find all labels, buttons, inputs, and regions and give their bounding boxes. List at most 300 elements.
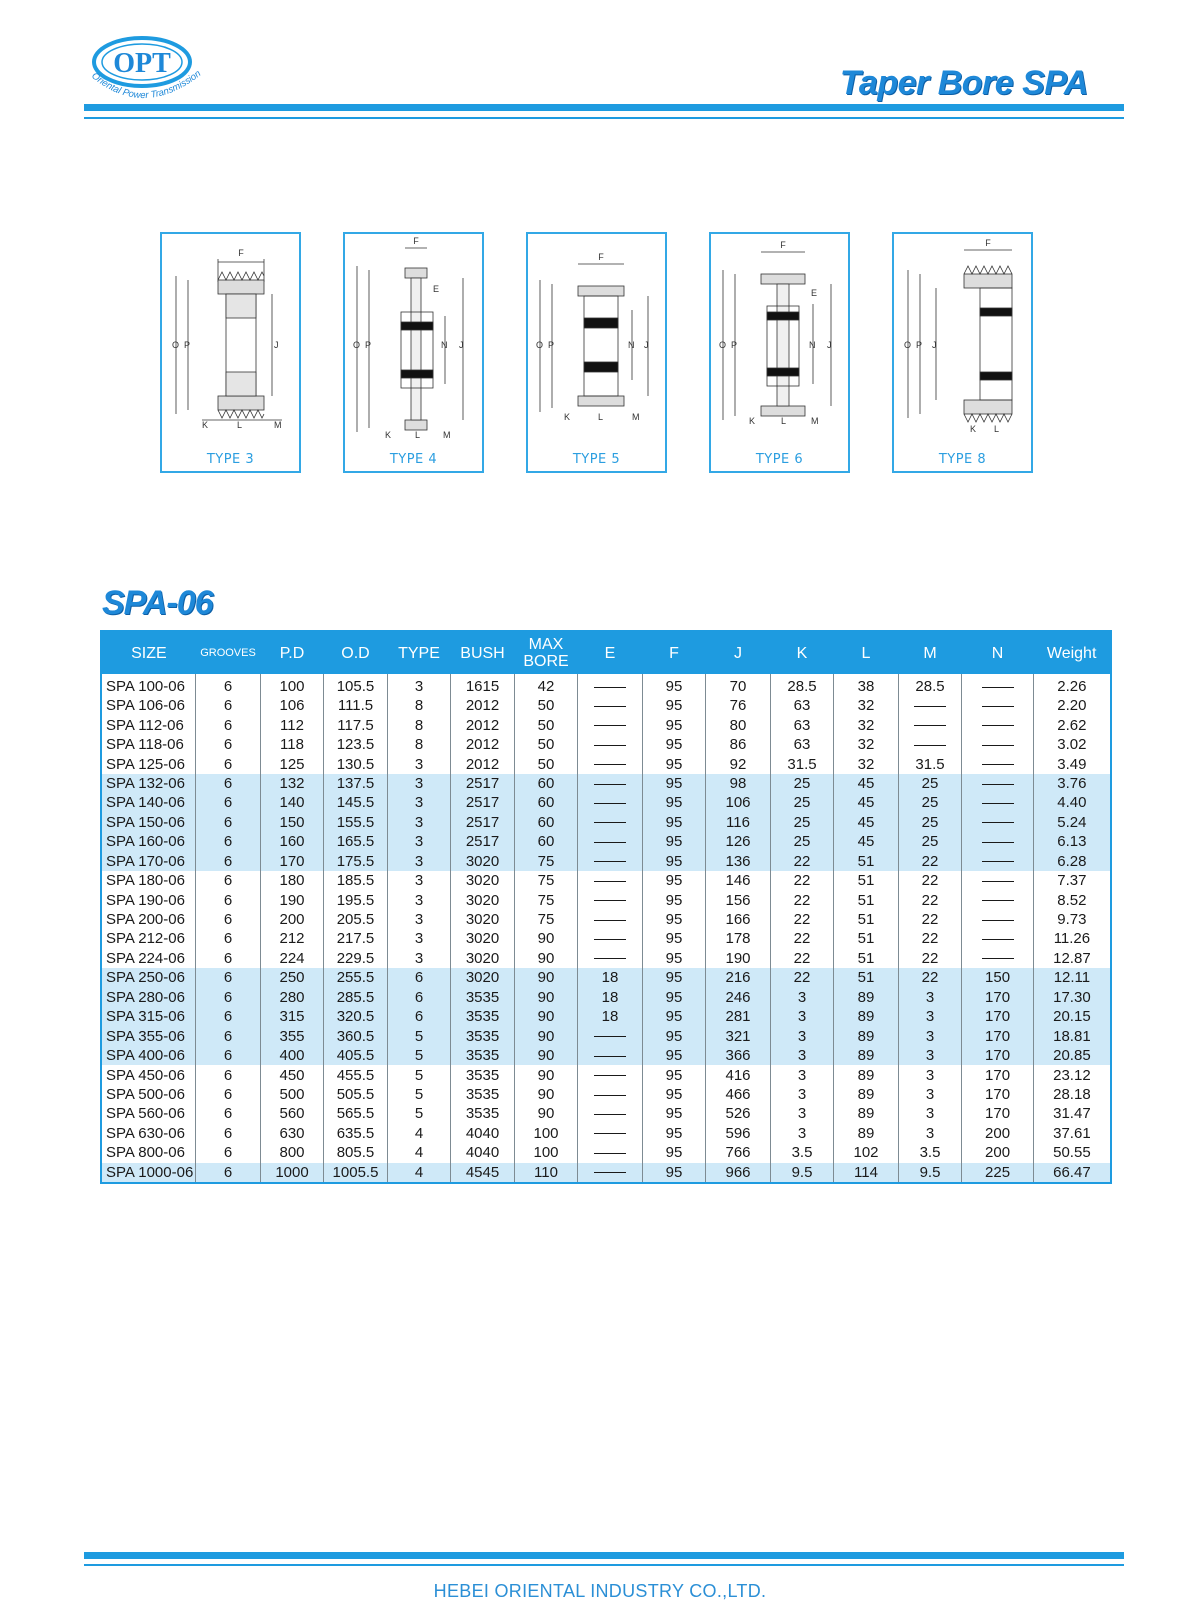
table-cell: 5 <box>387 1104 451 1123</box>
table-cell: 22 <box>770 910 834 929</box>
table-cell: SPA 1000-06 <box>101 1163 196 1183</box>
table-cell: 565.5 <box>324 1104 388 1123</box>
table-cell: 6 <box>196 968 261 987</box>
table-cell: 22 <box>898 929 962 948</box>
table-cell: 145.5 <box>324 793 388 812</box>
dash-mark <box>594 958 626 959</box>
table-cell: 5 <box>387 1026 451 1045</box>
table-cell <box>962 793 1034 812</box>
table-cell: 20.15 <box>1033 1007 1111 1026</box>
table-cell: 95 <box>642 968 706 987</box>
table-cell: SPA 250-06 <box>101 968 196 987</box>
table-row <box>101 1163 1111 1183</box>
table-cell: 6 <box>196 1007 261 1026</box>
table-cell: 9.5 <box>898 1163 962 1183</box>
table-cell: 3.76 <box>1033 774 1111 793</box>
table-cell: SPA 450-06 <box>106 1066 185 1084</box>
table-cell: 450 <box>260 1065 324 1084</box>
table-cell: 3535 <box>451 1046 515 1065</box>
diagram-label: TYPE 8 <box>938 452 987 467</box>
table-cell: 6 <box>196 1124 261 1143</box>
table-cell: 800 <box>260 1143 324 1162</box>
table-cell: 90 <box>514 929 578 948</box>
table-cell <box>578 735 643 754</box>
table-cell: 102 <box>834 1143 899 1162</box>
table-cell: 95 <box>642 1046 706 1065</box>
table-cell: 25 <box>770 832 834 851</box>
table-cell: 63 <box>770 735 834 754</box>
table-cell: 4545 <box>451 1163 515 1183</box>
table-cell: 170 <box>962 1026 1034 1045</box>
table-cell: 89 <box>834 988 899 1007</box>
table-cell: SPA 280-06 <box>101 988 196 1007</box>
dash-mark <box>914 745 946 746</box>
table-cell: 51 <box>834 968 899 987</box>
table-cell: 178 <box>706 929 771 948</box>
table-cell: 224 <box>260 949 324 968</box>
table-cell: 3 <box>898 1124 962 1143</box>
table-cell: 50 <box>514 715 578 734</box>
table-row <box>101 852 1111 871</box>
table-cell: 3535 <box>451 1026 515 1045</box>
table-cell: 200 <box>962 1143 1034 1162</box>
table-cell: 51 <box>834 910 899 929</box>
table-cell: 6 <box>196 1163 261 1183</box>
table-cell: 229.5 <box>324 949 388 968</box>
table-cell: 116 <box>706 813 771 832</box>
table-cell <box>898 735 962 754</box>
svg-text:J: J <box>459 340 464 350</box>
table-cell: 9.73 <box>1033 910 1111 929</box>
table-cell: 6 <box>196 1085 261 1104</box>
svg-text:P: P <box>548 340 555 350</box>
table-cell: 31.5 <box>898 754 962 773</box>
table-cell: 4040 <box>451 1124 515 1143</box>
table-cell: 150 <box>260 813 324 832</box>
table-cell: 5 <box>387 1046 451 1065</box>
table-cell <box>578 793 643 812</box>
table-cell: 170 <box>962 1046 1034 1065</box>
table-cell: 106 <box>260 696 324 715</box>
dash-mark <box>914 706 946 707</box>
svg-text:E: E <box>433 284 440 294</box>
table-cell: 165.5 <box>324 832 388 851</box>
table-cell: 170 <box>962 988 1034 1007</box>
table-cell: 28.5 <box>770 674 834 696</box>
table-cell: SPA 224-06 <box>106 949 185 967</box>
table-cell: 31.5 <box>770 754 834 773</box>
svg-text:M: M <box>274 420 282 430</box>
table-cell: 1000 <box>260 1163 324 1183</box>
table-cell: 9.5 <box>770 1163 834 1183</box>
diagram-type-8 <box>892 232 1033 473</box>
table-cell: 3 <box>387 674 451 696</box>
table-cell <box>578 1085 643 1104</box>
pulley-type-8-drawing <box>894 234 1031 471</box>
table-cell: 31.47 <box>1033 1104 1111 1123</box>
table-cell: 6 <box>196 929 261 948</box>
table-cell <box>578 715 643 734</box>
table-cell: 95 <box>642 813 706 832</box>
table-cell: 320.5 <box>324 1007 388 1026</box>
table-cell: 360.5 <box>324 1026 388 1045</box>
table-cell: 400 <box>260 1046 324 1065</box>
table-cell: 23.12 <box>1033 1065 1111 1084</box>
table-cell: 3 <box>387 813 451 832</box>
table-cell <box>962 754 1034 773</box>
table-cell: 8 <box>387 696 451 715</box>
table-cell: 6 <box>387 968 451 987</box>
table-cell: 25 <box>898 832 962 851</box>
table-row <box>101 1007 1111 1026</box>
dash-mark <box>982 745 1014 746</box>
table-row <box>101 1046 1111 1065</box>
column-header-j: J <box>706 631 771 674</box>
table-cell: 18.81 <box>1033 1026 1111 1045</box>
table-cell <box>962 949 1034 968</box>
table-cell: 95 <box>642 890 706 909</box>
dash-mark <box>982 881 1014 882</box>
svg-text:F: F <box>413 236 419 246</box>
table-cell: 3 <box>770 1085 834 1104</box>
table-cell: 86 <box>706 735 771 754</box>
column-header-size: SIZE <box>101 631 196 674</box>
table-cell: 3 <box>770 1007 834 1026</box>
diagram-label: TYPE 6 <box>755 452 804 467</box>
table-cell <box>578 674 643 696</box>
table-cell: 32 <box>834 696 899 715</box>
table-cell <box>962 910 1034 929</box>
table-cell <box>962 871 1034 890</box>
table-cell: 5 <box>387 1085 451 1104</box>
table-cell: SPA 106-06 <box>106 697 185 715</box>
table-cell: 4 <box>387 1124 451 1143</box>
table-cell: 50 <box>514 735 578 754</box>
table-cell: 92 <box>706 754 771 773</box>
table-cell <box>578 1046 643 1065</box>
table-cell: 170 <box>962 1085 1034 1104</box>
table-cell: 6 <box>196 1143 261 1162</box>
table-cell: 315 <box>260 1007 324 1026</box>
table-cell: 22 <box>770 890 834 909</box>
table-cell: 2012 <box>451 715 515 734</box>
svg-text:J: J <box>827 340 832 350</box>
table-cell: SPA 200-06 <box>106 911 185 929</box>
table-row <box>101 754 1111 773</box>
dash-mark <box>594 1172 626 1173</box>
table-cell: 195.5 <box>324 890 388 909</box>
table-cell: 170 <box>962 1007 1034 1026</box>
table-cell <box>578 910 643 929</box>
table-cell: 50 <box>514 696 578 715</box>
table-cell <box>898 696 962 715</box>
table-cell: 60 <box>514 774 578 793</box>
table-cell: 37.61 <box>1033 1124 1111 1143</box>
svg-text:L: L <box>598 412 604 422</box>
table-cell: 1615 <box>451 674 515 696</box>
table-cell: 6 <box>196 754 261 773</box>
table-cell: 20.85 <box>1033 1046 1111 1065</box>
table-cell: 22 <box>898 890 962 909</box>
dash-mark <box>594 1114 626 1115</box>
table-cell <box>962 832 1034 851</box>
dash-mark <box>982 939 1014 940</box>
diagram-label: TYPE 5 <box>572 452 621 467</box>
table-cell: 18 <box>578 988 643 1007</box>
table-cell: 205.5 <box>324 910 388 929</box>
table-cell: 51 <box>834 929 899 948</box>
table-cell: 90 <box>514 1026 578 1045</box>
table-cell: SPA 180-06 <box>106 872 185 890</box>
svg-text:N: N <box>628 340 635 350</box>
table-cell: 2517 <box>451 832 515 851</box>
table-cell: 3.49 <box>1033 754 1111 773</box>
table-cell: 3 <box>387 890 451 909</box>
table-cell: 560 <box>260 1104 324 1123</box>
table-cell <box>962 715 1034 734</box>
table-cell: SPA 140-06 <box>101 793 196 812</box>
table-cell: SPA 800-06 <box>106 1144 185 1162</box>
table-cell: 2517 <box>451 793 515 812</box>
table-cell: 6 <box>196 988 261 1007</box>
table-cell: 3 <box>387 754 451 773</box>
table-cell: 6.13 <box>1033 832 1111 851</box>
table-row <box>101 832 1111 851</box>
table-cell: 95 <box>642 1065 706 1084</box>
table-cell: 3 <box>770 988 834 1007</box>
table-cell: 2.26 <box>1033 674 1111 696</box>
svg-text:N: N <box>441 340 448 350</box>
pulley-type-6-drawing <box>711 234 848 471</box>
table-cell: 42 <box>514 674 578 696</box>
column-header-l: L <box>834 631 899 674</box>
table-cell: 32 <box>834 735 899 754</box>
table-row <box>101 715 1111 734</box>
table-cell: 90 <box>514 949 578 968</box>
table-cell: 6 <box>196 813 261 832</box>
table-cell: 132 <box>260 774 324 793</box>
table-cell: 6 <box>196 949 261 968</box>
table-cell: 95 <box>642 793 706 812</box>
table-cell: 170 <box>962 1104 1034 1123</box>
table-cell <box>578 1026 643 1045</box>
table-cell: 3.5 <box>898 1143 962 1162</box>
table-cell: 117.5 <box>324 715 388 734</box>
svg-text:M: M <box>443 430 451 440</box>
table-cell: 22 <box>898 910 962 929</box>
table-cell <box>578 949 643 968</box>
dash-mark <box>982 920 1014 921</box>
dash-mark <box>982 822 1014 823</box>
table-cell: 89 <box>834 1026 899 1045</box>
dash-mark <box>594 939 626 940</box>
table-cell: 22 <box>898 968 962 987</box>
table-cell: 3 <box>387 793 451 812</box>
table-cell: 22 <box>770 871 834 890</box>
table-cell: 3 <box>387 929 451 948</box>
table-cell: 8 <box>387 735 451 754</box>
table-cell: 89 <box>834 1085 899 1104</box>
table-cell: 766 <box>706 1143 771 1162</box>
table-cell: 51 <box>834 949 899 968</box>
table-cell: 95 <box>642 735 706 754</box>
column-header-o-d: O.D <box>324 631 388 674</box>
column-header-e: E <box>578 631 643 674</box>
table-row <box>101 1065 1111 1084</box>
dash-mark <box>982 958 1014 959</box>
table-cell: 123.5 <box>324 735 388 754</box>
table-cell: 2012 <box>451 696 515 715</box>
table-cell: 366 <box>706 1046 771 1065</box>
table-cell: SPA 132-06 <box>101 774 196 793</box>
table-cell: 2012 <box>451 754 515 773</box>
table-cell: 89 <box>834 1065 899 1084</box>
dash-mark <box>594 1133 626 1134</box>
table-row <box>101 1026 1111 1045</box>
dash-mark <box>594 803 626 804</box>
table-row <box>101 696 1111 715</box>
table-cell: 18 <box>578 968 643 987</box>
table-cell: 281 <box>706 1007 771 1026</box>
table-cell: 95 <box>642 929 706 948</box>
table-row <box>101 968 1111 987</box>
footer-company-name: HEBEI ORIENTAL INDUSTRY CO.,LTD. <box>433 1581 767 1601</box>
table-cell: 3020 <box>451 871 515 890</box>
table-cell: 25 <box>770 774 834 793</box>
table-cell: 3535 <box>451 1104 515 1123</box>
table-cell: 170 <box>260 852 324 871</box>
table-cell: 5 <box>387 1065 451 1084</box>
table-cell <box>578 1065 643 1084</box>
table-cell: SPA 100-06 <box>106 678 185 695</box>
table-cell: 95 <box>642 949 706 968</box>
table-cell: 355 <box>260 1026 324 1045</box>
table-cell: 4 <box>387 1163 451 1183</box>
table-row <box>101 1085 1111 1104</box>
table-cell: 3 <box>898 1007 962 1026</box>
table-cell: 3 <box>898 1104 962 1123</box>
table-cell: 4 <box>387 1143 451 1162</box>
diagram-type-6 <box>709 232 850 473</box>
table-cell: 18 <box>578 1007 643 1026</box>
svg-text:F: F <box>598 252 604 262</box>
svg-text:K: K <box>749 416 756 426</box>
table-cell: 805.5 <box>324 1143 388 1162</box>
table-cell: 6 <box>196 715 261 734</box>
table-cell: 89 <box>834 1046 899 1065</box>
logo-text: OPT <box>113 48 171 79</box>
table-row <box>101 949 1111 968</box>
column-header-m: M <box>898 631 962 674</box>
table-cell <box>962 929 1034 948</box>
column-header-grooves: GROOVES <box>196 631 261 674</box>
svg-text:O: O <box>719 340 727 350</box>
table-row <box>101 929 1111 948</box>
table-cell: 70 <box>706 674 771 696</box>
table-cell: 6 <box>196 774 261 793</box>
table-cell: 12.11 <box>1033 968 1111 987</box>
table-cell: 89 <box>834 1124 899 1143</box>
table-cell: 175.5 <box>324 852 388 871</box>
logo-tagline: Oriental Power Transmission <box>89 68 204 102</box>
table-cell: 185.5 <box>324 871 388 890</box>
table-cell: 28.5 <box>898 674 962 696</box>
table-cell: 95 <box>642 832 706 851</box>
table-cell: 60 <box>514 813 578 832</box>
table-cell: 212 <box>260 929 324 948</box>
column-header-weight: Weight <box>1033 631 1111 674</box>
table-cell: 321 <box>706 1026 771 1045</box>
table-cell: 63 <box>770 715 834 734</box>
table-cell: 95 <box>642 774 706 793</box>
table-cell: SPA 118-06 <box>106 736 184 754</box>
table-cell: 5.24 <box>1033 813 1111 832</box>
table-cell <box>578 890 643 909</box>
dash-mark <box>594 1153 626 1154</box>
table-cell <box>578 832 643 851</box>
table-cell: SPA 630-06 <box>106 1124 185 1142</box>
table-cell: 3535 <box>451 1085 515 1104</box>
table-cell: 95 <box>642 910 706 929</box>
table-cell: 45 <box>834 832 899 851</box>
table-cell: 125 <box>260 754 324 773</box>
table-cell: SPA 500-06 <box>106 1085 185 1103</box>
table-cell: 75 <box>514 852 578 871</box>
column-header-max-bore: MAX BORE <box>514 631 578 674</box>
svg-text:K: K <box>970 424 977 434</box>
table-cell: 3 <box>898 1085 962 1104</box>
svg-text:F: F <box>985 238 991 248</box>
table-cell: 3 <box>770 1026 834 1045</box>
table-cell: 7.37 <box>1033 871 1111 890</box>
table-cell: 95 <box>642 1007 706 1026</box>
footer-rule <box>84 1552 1124 1559</box>
table-row <box>101 1143 1111 1162</box>
table-row <box>101 988 1111 1007</box>
column-header-bush: BUSH <box>451 631 515 674</box>
table-cell: 95 <box>642 754 706 773</box>
table-cell: 3 <box>387 949 451 968</box>
table-cell: 136 <box>706 852 771 871</box>
footer-rule-thin <box>84 1564 1124 1566</box>
table-cell: 95 <box>642 1143 706 1162</box>
table-cell <box>962 735 1034 754</box>
svg-text:J: J <box>644 340 649 350</box>
table-cell: 966 <box>706 1163 771 1183</box>
table-cell: 38 <box>834 674 899 696</box>
table-cell: 150 <box>962 968 1034 987</box>
dash-mark <box>982 687 1014 688</box>
table-cell: 285.5 <box>324 988 388 1007</box>
table-row <box>101 813 1111 832</box>
table-cell: 3 <box>770 1124 834 1143</box>
dash-mark <box>982 861 1014 862</box>
table-row <box>101 910 1111 929</box>
company-logo <box>84 30 214 110</box>
table-cell: 95 <box>642 715 706 734</box>
table-cell: 6 <box>196 793 261 812</box>
table-cell: 90 <box>514 1104 578 1123</box>
pulley-type-4-drawing <box>345 234 482 471</box>
column-header-k: K <box>770 631 834 674</box>
table-cell: 80 <box>706 715 771 734</box>
table-cell: 95 <box>642 1026 706 1045</box>
table-cell <box>578 696 643 715</box>
table-cell: 6 <box>196 1046 261 1065</box>
table-cell: 45 <box>834 774 899 793</box>
table-cell: 250 <box>260 968 324 987</box>
table-cell: 2012 <box>451 735 515 754</box>
